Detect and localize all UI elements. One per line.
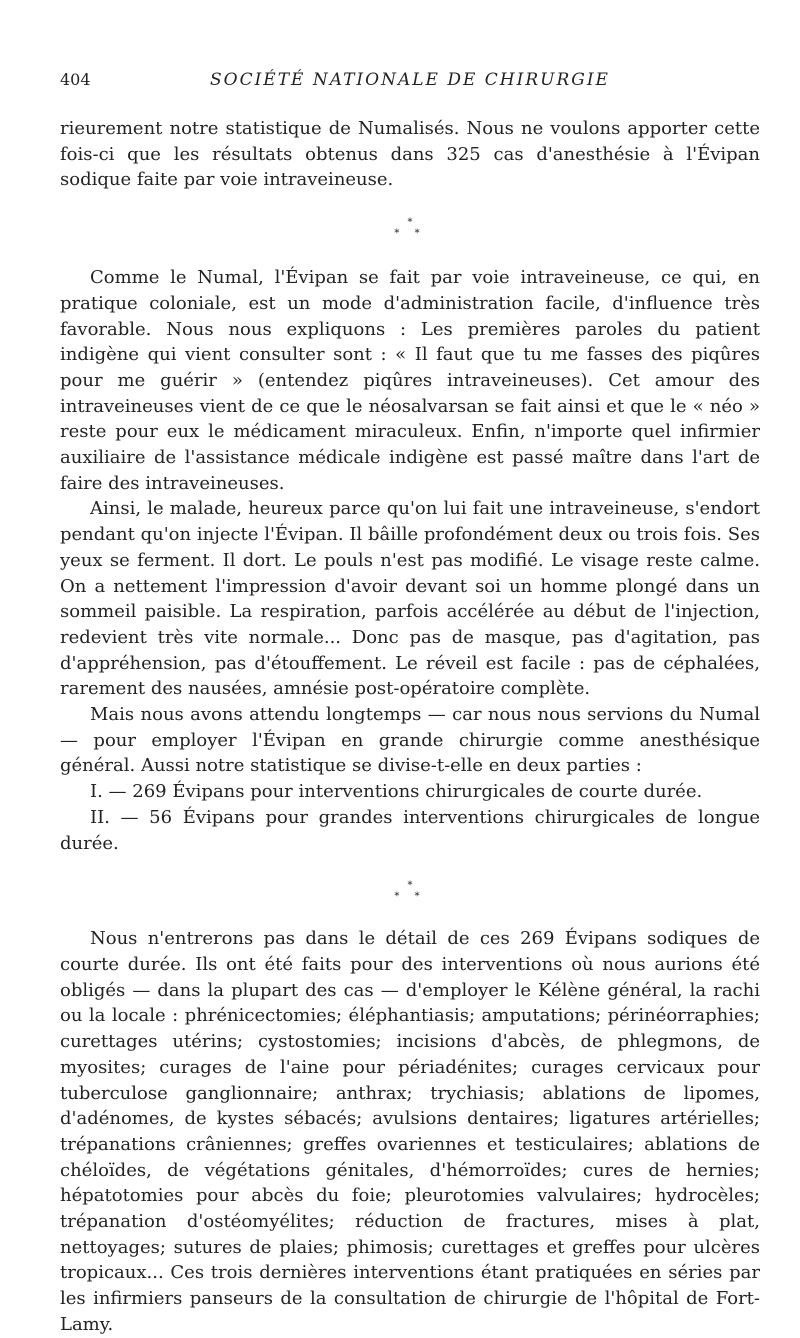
section-separator: [60, 197, 760, 261]
section-separator: [60, 860, 760, 924]
page-header: [60, 70, 760, 100]
separator-star-top: *: [407, 217, 413, 229]
separator-star-top: *: [407, 880, 413, 892]
paragraph: Mais nous avons attendu longtemps — car nous nous servions du Numal — pour employer l'Évipan en grande chirurgie comme anesthésique général. Aussi notre statistique se divise-t-elle en deux parties :: [60, 704, 760, 777]
running-title: SOCIÉTÉ NATIONALE DE CHIRURGIE: [210, 70, 610, 90]
list-item: II. — 56 Évipans pour grandes interventions chirurgicales de longue durée.: [60, 806, 760, 854]
list-item: I. — 269 Évipans pour interventions chirurgicales de courte durée.: [90, 781, 703, 803]
separator-stars-bottom: * *: [394, 891, 426, 903]
page-number: 404: [60, 70, 91, 89]
paragraph: Ainsi, le malade, heureux parce qu'on lui fait une intraveineuse, s'endort pendant qu'on injecte l'Évipan. Il bâille profondément deux ou trois fois. Ses yeux se ferment. Il dort. Le pouls n'est pas modifié. Le visage reste calme. On a nettement l'impression d'avoir devant soi un homme plongé dans un sommeil paisible. La respiration, parfois accélérée au début de l'injection, redevient très vite normale... Donc pas de masque, pas d'agitation, pas d'appréhension, pas d'étouffement. Le réveil est facile : pas de céphalées, rarement des nausées, amnésie post-opératoire complète.: [60, 498, 760, 700]
paragraph: Nous n'entrerons pas dans le détail de ces 269 Évipans sodiques de courte durée. Ils ont été faits pour des interventions où nous aurions été obligés — dans la plupart des cas — d'employer le Kélène général, la rachi ou la locale : phrénicectomies; éléphantiasis; amputations; périnéorraphies; curettages utérins; cystostomies; incisions d'abcès, de phlegmons, de myosites; curages de l'aine pour périadénites; curages cervicaux pour tuberculose ganglionnaire; anthrax; trychiasis; ablations de lipomes, d'adénomes, de kystes sébacés; avulsions dentaires; ligatures artérielles; trépanations crâniennes; greffes ovariennes et testiculaires; ablations de chéloïdes, de végétations génitales, d'hémorroïdes; cures de hernies; hépatotomies pour abcès du foie; pleurotomies valvulaires; hydrocèles; trépanation d'ostéomyélites; réduction de fractures, mises à plat, nettoyages; sutures de plaies; phimosis; curettages et greffes pour ulcères tropicaux... Ces trois dernières interventions étant pratiquées en séries par les infirmiers panseurs de la consultation de chirurgie de l'hôpital de Fort-Lamy.: [60, 928, 760, 1335]
article-body: [60, 116, 760, 1338]
paragraph-continuation: rieurement notre statistique de Numalisés. Nous ne voulons apporter cette fois-ci que les résultats obtenus dans 325 cas d'anesthésie à l'Évipan sodique faite par voie intraveineuse.: [60, 118, 760, 191]
paragraph: Comme le Numal, l'Évipan se fait par voie intraveineuse, ce qui, en pratique coloniale, est un mode d'administration facile, d'influence très favorable. Nous nous expliquons : Les premières paroles du patient indigène qui vient consulter sont : « Il faut que tu me fasses des piqûres pour me guérir » (entendez piqûres intraveineuses). Cet amour des intraveineuses vient de ce que le néosalvarsan se fait ainsi et que le « néo » reste pour eux le médicament miraculeux. Enfin, n'importe quel infirmier auxiliaire de l'assistance médicale indigène est passé maître dans l'art de faire des intraveineuses.: [60, 267, 760, 494]
separator-stars-bottom: * *: [394, 228, 426, 240]
